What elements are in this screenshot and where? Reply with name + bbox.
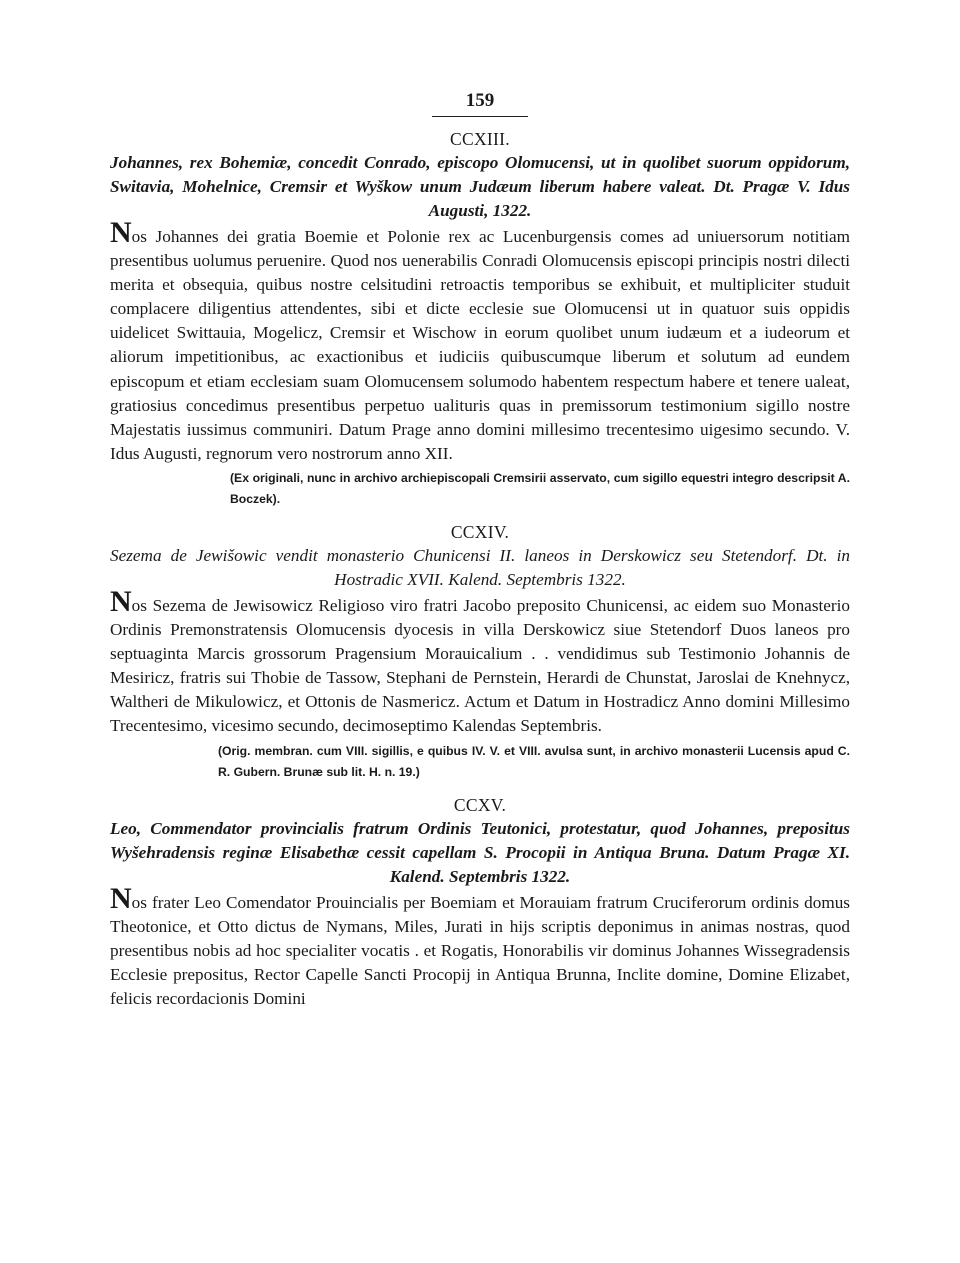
charter-body-text: os frater Leo Comendator Prouincialis per Boemiam et Morauiam fratrum Cruciferorum ordinis domus Theotonice, et Otto dictus de Nymans, Miles, Jurati in hijs scriptis deponimus in animas nostras, quod presentibus nobis ad hoc specialiter vocatis . et Rogatis, Honorabilis vir dominus Johannes Wissegradensis Ecclesie prepositus, Rector Capelle Sancti Procopij in Antiqua Brunna, Inclite domine, Domine Elizabet, felicis recordacionis Domini xyxy=(110,892,850,1008)
source-note: (Orig. membran. cum VIII. sigillis, e quibus IV. V. et VIII. avulsa sunt, in archivo monasterii Lucensis apud C. R. Gubern. Brunæ sub lit. H. n. 19.) xyxy=(218,743,850,779)
document-page xyxy=(110,88,850,1011)
charter-body-text: os Johannes dei gratia Boemie et Polonie rex ac Lucenburgensis comes ad uniuersorum notitiam presentibus uolumus peruenire. Quod nos uenerabilis Conradi Olomucensis episcopi principis nostri dilecti merita et obsequia, quibus nostre celsitudini retroactis temporibus se exhibuit, et multipliciter studuit complacere diligentius attendentes, sibi et dicte ecclesie sue Olomucensi ut in quatuor suis oppidis uidelicet Swittauia, Mogelicz, Cremsir et Wischow in eorum quolibet unum iudæum et a iudeorum et aliorum impetitionibus, ac exactionibus et iudiciis quibuscumque liberum et solutum ad eundem episcopum et etiam ecclesiam suam Olomucensem solumodo habentem respectum habere et tenere ualeat, gratiosius concedimus presentibus perpetuo ualituris quas in premissorum testimonium sigillo nostre Majestatis iussimus communiri. Datum Prage anno domini millesimo trecentesimo uigesimo secundo. V. Idus Augusti, regnorum vero nostrorum anno XII. xyxy=(110,227,850,463)
charter-heading: Sezema de Jewišowic vendit monasterio Chunicensi II. laneos in Derskowicz seu Stetendorf. Dt. in Hostradic XVII. Kalend. Septembris 1322. xyxy=(110,545,850,589)
charter-body xyxy=(110,584,850,739)
charter-ccxiii xyxy=(110,127,850,510)
charter-heading: Leo, Commendator provincialis fratrum Ordinis Teutonici, protestatur, quod Johannes, prepositus Wyšehradensis reginæ Elisabethæ cessit capellam S. Procopii in Antiqua Bruna. Datum Pragæ XI. Kalend. Septembris 1322. xyxy=(110,818,850,886)
charter-heading: Johannes, rex Bohemiæ, concedit Conrado, episcopo Olomucensi, ut in quolibet suorum oppidorum, Switavia, Mohelnice, Cremsir et Wyškow unum Judæum liberum habere valeat. Dt. Pragæ V. Idus Augusti, 1322. xyxy=(110,153,850,220)
drop-initial: N xyxy=(110,881,132,915)
charter-number: CCXV. xyxy=(453,794,507,815)
charter-body xyxy=(110,216,850,466)
source-note: (Ex originali, nunc in archivo archiepiscopali Cremsirii asservato, cum sigillo equestri integro descripsit A. Boczek). xyxy=(230,470,850,506)
page-number-rule xyxy=(432,116,528,117)
drop-initial: N xyxy=(110,216,132,249)
page-number: 159 xyxy=(465,90,495,111)
drop-initial: N xyxy=(110,584,132,618)
charter-body xyxy=(110,881,850,1011)
charter-number: CCXIII. xyxy=(450,129,510,149)
charter-body-text: os Sezema de Jewisowicz Religioso viro fratri Jacobo preposito Chunicensi, ac eidem suo Monasterio Ordinis Premonstratensis Olomucensis dyocesis in villa Derskowicz siue Stetendorf Duos laneos pro septuaginta Marcis grossorum Pragensium Morauicalium . . vendidimus sub Testimonio Johannis de Mesiricz, fratris sui Thobie de Tassow, Stephani de Pernstein, Herardi de Chunstat, Jaroslai de Knehnycz, Waltheri de Mikulowicz, et Ottonis de Nasmericz. Actum et Datum in Hostradicz Anno domini Millesimo Trecentesimo, vicesimo secundo, decimoseptimo Kalendas Septembris. xyxy=(110,595,850,736)
charter-number: CCXIV. xyxy=(450,521,510,542)
charter-ccxiv xyxy=(110,520,850,783)
charter-ccxv xyxy=(110,793,850,1011)
